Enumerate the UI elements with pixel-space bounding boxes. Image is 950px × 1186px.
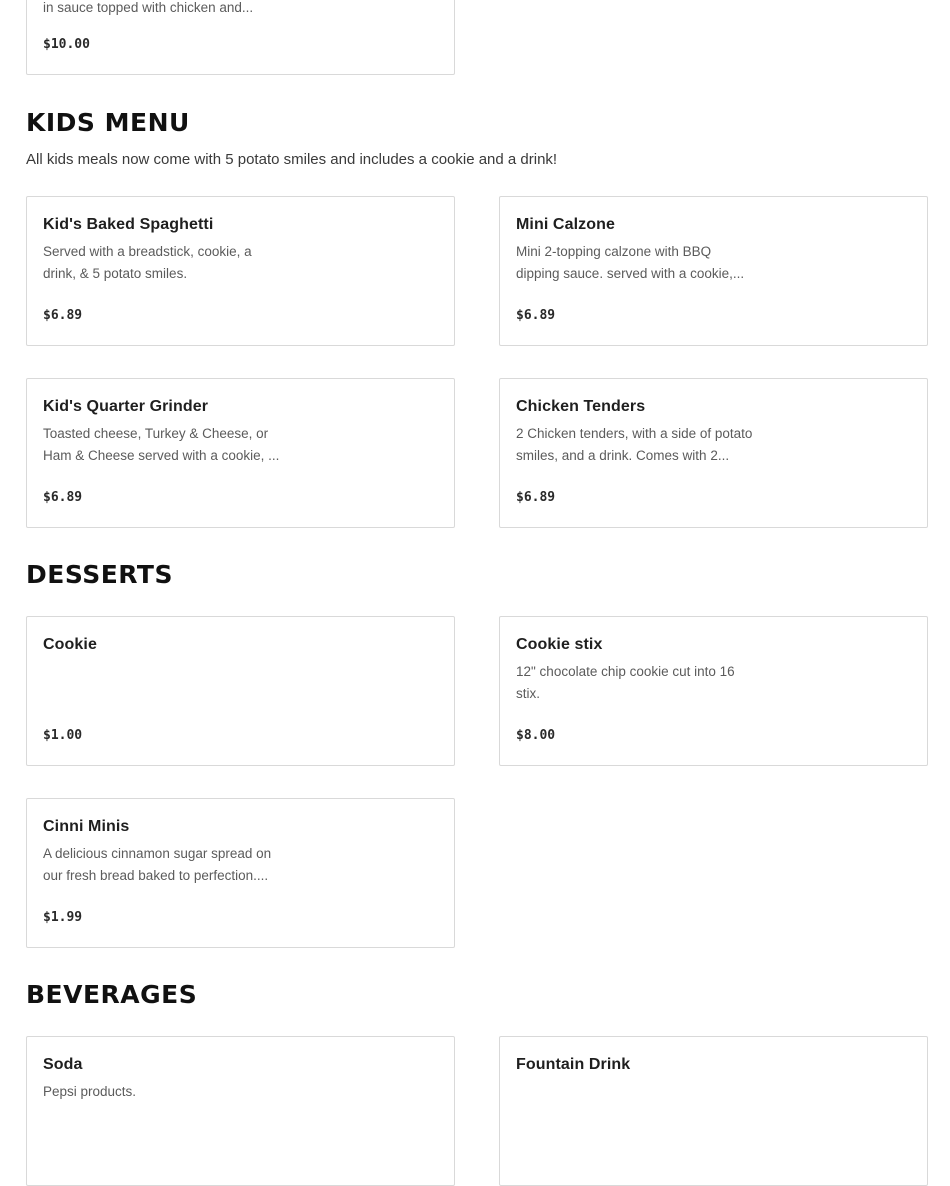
menu-item-description	[516, 241, 768, 285]
menu-item-description	[43, 843, 295, 887]
menu-item-card[interactable]	[499, 378, 928, 528]
menu-item-description-line: drink, & 5 potato smiles.	[43, 266, 188, 281]
menu-item-description	[516, 661, 768, 705]
menu-item-card[interactable]	[26, 196, 455, 346]
menu-item-description-line: stix.	[516, 686, 541, 701]
menu-item-card[interactable]	[26, 1036, 455, 1186]
menu-item-name: Mini Calzone	[516, 216, 615, 233]
menu-item-name: Cookie stix	[516, 636, 603, 653]
menu-item-name: Chicken Tenders	[516, 398, 646, 415]
menu-item-description-line: smiles, and a drink. Comes with 2...	[516, 448, 730, 463]
menu-item-name: Kid's Quarter Grinder	[43, 398, 209, 415]
menu-item-price: $6.89	[516, 308, 556, 323]
section-title-kids-menu: KIDS MENU	[26, 108, 190, 137]
menu-item-description-line: our fresh bread baked to perfection....	[43, 868, 269, 883]
section-title-desserts: DESSERTS	[26, 560, 173, 589]
menu-item-description	[43, 241, 295, 285]
menu-item-price: $8.00	[516, 728, 556, 743]
menu-item-description-line: Ham & Cheese served with a cookie, ...	[43, 448, 280, 463]
menu-item-price: $10.00	[43, 37, 90, 52]
menu-item-description-line: Pepsi products.	[43, 1084, 137, 1099]
menu-item-card[interactable]	[26, 798, 455, 948]
menu-item-description-line: 12" chocolate chip cookie cut into 16	[516, 664, 735, 679]
menu-item-card[interactable]	[26, 616, 455, 766]
menu-item-card[interactable]	[26, 0, 455, 75]
menu-item-description	[43, 1081, 295, 1103]
menu-item-price: $6.89	[43, 490, 83, 505]
menu-item-description	[516, 423, 768, 467]
menu-item-description-line: A delicious cinnamon sugar spread on	[43, 846, 272, 861]
menu-item-description	[43, 423, 295, 467]
menu-item-description-line: 2 Chicken tenders, with a side of potato	[516, 426, 753, 441]
menu-item-description-line: dipping sauce. served with a cookie,...	[516, 266, 745, 281]
menu-item-name: Soda	[43, 1056, 83, 1073]
menu-item-description-line: Mini 2-topping calzone with BBQ	[516, 244, 712, 259]
menu-item-price: $1.00	[43, 728, 83, 743]
menu-item-description	[43, 0, 295, 19]
menu-item-name: Fountain Drink	[516, 1056, 631, 1073]
menu-item-price: $6.89	[516, 490, 556, 505]
section-title-beverages: BEVERAGES	[26, 980, 198, 1009]
menu-item-card[interactable]	[499, 1036, 928, 1186]
menu-item-price: $6.89	[43, 308, 83, 323]
menu-item-card[interactable]	[499, 616, 928, 766]
menu-item-card[interactable]	[26, 378, 455, 528]
menu-item-price: $1.99	[43, 910, 83, 925]
menu-item-description-line: Served with a breadstick, cookie, a	[43, 244, 252, 259]
menu-item-name: Cinni Minis	[43, 818, 130, 835]
section-subtitle-kids-menu: All kids meals now come with 5 potato smiles and includes a cookie and a drink!	[26, 151, 558, 168]
menu-item-description-line: in sauce topped with chicken and...	[43, 0, 254, 15]
menu-item-description-line: Toasted cheese, Turkey & Cheese, or	[43, 426, 269, 441]
menu-item-name: Kid's Baked Spaghetti	[43, 216, 214, 233]
menu-item-name: Cookie	[43, 636, 97, 653]
menu-item-card[interactable]	[499, 196, 928, 346]
